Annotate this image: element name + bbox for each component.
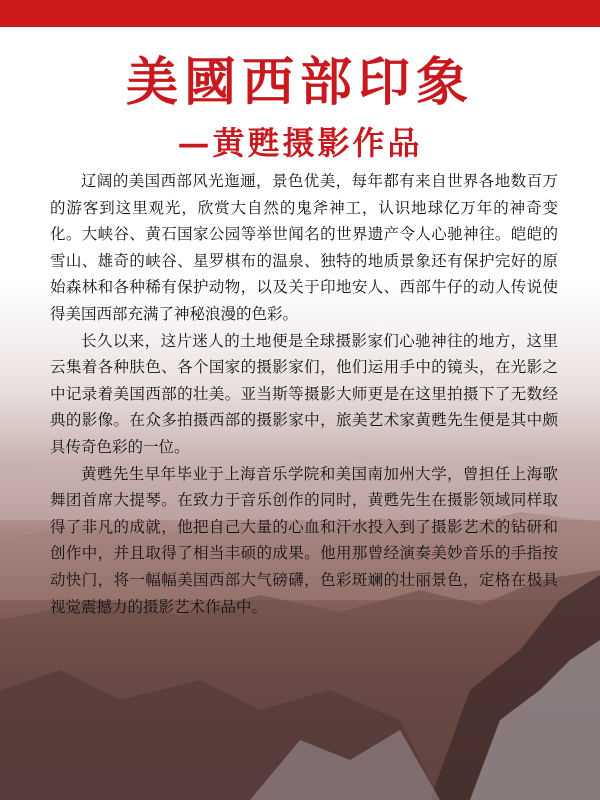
paragraph: 长久以来，这片迷人的土地便是全球摄影家们心驰神往的地方，这里云集着各种肤色、各个国家的摄影家们，他们运用手中的镜头，在光影之中记录着美国西部的壮美。亚当斯等摄影大师更是在这里拍摄下了无数经典的影像。在众多拍摄西部的摄影家中，旅美艺术家黄甦先生便是其中颇具传奇色彩的一位。 — [50, 331, 558, 456]
top-red-bar — [0, 0, 600, 27]
page-title: 美國西部印象 — [125, 52, 474, 113]
page-subtitle: —黄甦摄影作品 — [177, 124, 423, 162]
article-body — [50, 168, 558, 620]
paragraph: 黄甦先生早年毕业于上海音乐学院和美国南加州大学，曾担任上海歌舞团首席大提琴。在致力于音乐创作的同时，黄甦先生在摄影领域同样取得了非凡的成就，他把自己大量的心血和汗水投入到了摄影艺术的钻研和创作中，并且取得了相当丰硕的成果。他用那曾经演奏美妙音乐的手指按动快门，将一幅幅美国西部大气磅礴，色彩斑斓的壮丽景色，定格在极具视觉震撼力的摄影艺术作品中。 — [50, 464, 558, 616]
paragraph: 辽阔的美国西部风光迤逦，景色优美，每年都有来自世界各地数百万的游客到这里观光，欣赏大自然的鬼斧神工，认识地球亿万年的神奇变化。大峡谷、黄石国家公园等举世闻名的世界遗产令人心驰神往。皑皑的雪山、雄奇的峡谷、星罗棋布的温泉、独特的地质景象还有保护完好的原始森林和各种稀有保护动物，以及关于印地安人、西部牛仔的动人传说使得美国西部充满了神秘浪漫的色彩。 — [50, 172, 558, 323]
